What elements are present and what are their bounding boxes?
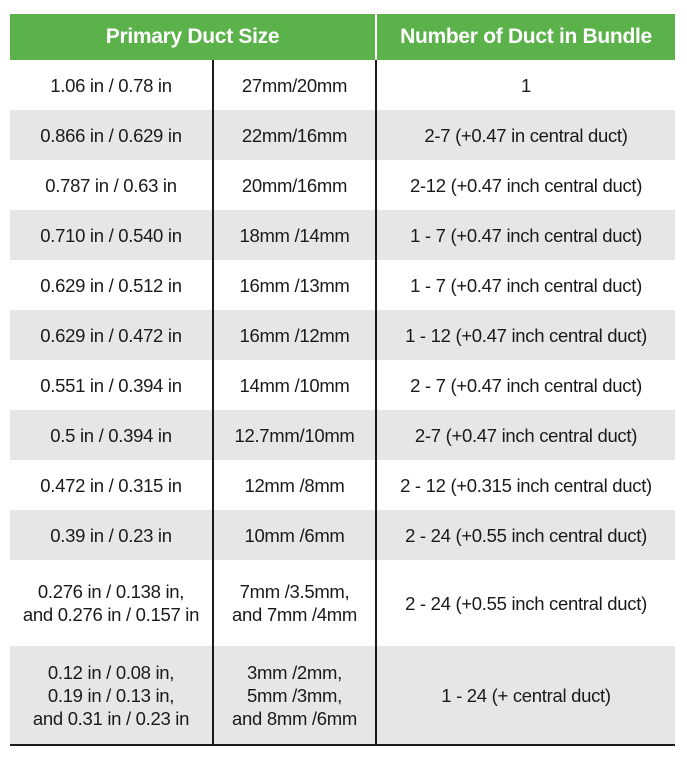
table-row — [10, 410, 675, 460]
cell-inch-size — [10, 510, 213, 560]
cell-mm-size-line: 12mm /8mm — [244, 474, 345, 496]
cell-bundle-count: 1 - 24 (+ central duct) — [376, 646, 675, 745]
cell-inch-size-line: 0.39 in / 0.23 in — [50, 524, 172, 546]
cell-inch-size — [10, 210, 213, 260]
table-row — [10, 460, 675, 510]
cell-inch-size-line: 0.276 in / 0.138 in, — [37, 581, 185, 602]
cell-mm-size — [213, 60, 376, 110]
cell-mm-size-line: 5mm /3mm, — [247, 684, 342, 706]
table-body — [10, 60, 675, 745]
cell-bundle-count: 2 - 24 (+0.55 inch central duct) — [376, 560, 675, 646]
cell-mm-size — [213, 260, 376, 310]
cell-inch-size-line: 0.710 in / 0.540 in — [40, 224, 182, 246]
cell-inch-size — [10, 410, 213, 460]
cell-inch-size-line: 0.12 in / 0.08 in, — [47, 661, 175, 683]
cell-inch-size-line: 0.19 in / 0.13 in, — [47, 684, 175, 706]
cell-inch-size — [10, 160, 213, 210]
cell-mm-size — [213, 410, 376, 460]
cell-inch-size-line: 0.5 in / 0.394 in — [50, 424, 172, 446]
cell-inch-size-line: 0.866 in / 0.629 in — [40, 124, 182, 146]
cell-inch-size-line: 0.472 in / 0.315 in — [40, 474, 182, 496]
cell-bundle-count: 2 - 24 (+0.55 inch central duct) — [376, 510, 675, 560]
cell-bundle-count: 1 - 7 (+0.47 inch central duct) — [376, 210, 675, 260]
cell-mm-size-line: 3mm /2mm, — [247, 661, 342, 683]
cell-mm-size — [213, 460, 376, 510]
cell-inch-size — [10, 110, 213, 160]
table-row — [10, 60, 675, 110]
duct-table — [10, 14, 675, 746]
cell-inch-size-line: and 0.31 in / 0.23 in — [32, 707, 190, 729]
cell-inch-size — [10, 560, 213, 646]
cell-bundle-count: 1 — [376, 60, 675, 110]
table-row — [10, 110, 675, 160]
cell-mm-size-line: 20mm/16mm — [241, 174, 348, 196]
cell-inch-size — [10, 60, 213, 110]
cell-inch-size-line: and 0.276 in / 0.157 in — [22, 604, 200, 625]
cell-mm-size-line: 16mm /12mm — [239, 324, 350, 346]
cell-inch-size-line: 0.551 in / 0.394 in — [40, 374, 182, 396]
header-number-of-duct: Number of Duct in Bundle — [376, 14, 675, 60]
cell-mm-size-line: 18mm /14mm — [239, 224, 350, 246]
cell-inch-size-line: 0.629 in / 0.472 in — [40, 324, 182, 346]
table-row — [10, 310, 675, 360]
cell-mm-size — [213, 160, 376, 210]
cell-bundle-count: 2 - 7 (+0.47 inch central duct) — [376, 360, 675, 410]
cell-inch-size — [10, 310, 213, 360]
cell-mm-size-line: 16mm /13mm — [239, 274, 350, 296]
cell-mm-size-line: 12.7mm/10mm — [234, 424, 355, 446]
cell-bundle-count: 2 - 12 (+0.315 inch central duct) — [376, 460, 675, 510]
cell-mm-size — [213, 310, 376, 360]
cell-bundle-count: 2-7 (+0.47 inch central duct) — [376, 410, 675, 460]
table-row — [10, 510, 675, 560]
cell-mm-size-line: 14mm /10mm — [239, 374, 350, 396]
cell-inch-size — [10, 460, 213, 510]
cell-mm-size — [213, 510, 376, 560]
cell-bundle-count: 1 - 7 (+0.47 inch central duct) — [376, 260, 675, 310]
cell-inch-size-line: 0.629 in / 0.512 in — [40, 274, 182, 296]
table-row — [10, 160, 675, 210]
cell-inch-size — [10, 360, 213, 410]
cell-mm-size — [213, 110, 376, 160]
cell-inch-size-line: 1.06 in / 0.78 in — [50, 74, 172, 96]
cell-mm-size-line: 27mm/20mm — [241, 74, 348, 96]
table-row — [10, 360, 675, 410]
table-row — [10, 210, 675, 260]
table-row — [10, 560, 675, 646]
cell-inch-size — [10, 646, 213, 745]
cell-inch-size — [10, 260, 213, 310]
cell-bundle-count: 1 - 12 (+0.47 inch central duct) — [376, 310, 675, 360]
cell-mm-size — [213, 210, 376, 260]
cell-bundle-count: 2-12 (+0.47 inch central duct) — [376, 160, 675, 210]
cell-mm-size-line: and 7mm /4mm — [232, 604, 357, 625]
table-row — [10, 646, 675, 745]
header-row — [10, 14, 675, 60]
cell-inch-size-line: 0.787 in / 0.63 in — [45, 174, 177, 196]
table-row — [10, 260, 675, 310]
cell-mm-size — [213, 646, 376, 745]
cell-mm-size-line: 7mm /3.5mm, — [239, 581, 350, 602]
header-primary-duct-size: Primary Duct Size — [10, 14, 376, 60]
cell-bundle-count: 2-7 (+0.47 in central duct) — [376, 110, 675, 160]
cell-mm-size — [213, 560, 376, 646]
cell-mm-size — [213, 360, 376, 410]
cell-mm-size-line: 10mm /6mm — [244, 524, 345, 546]
cell-mm-size-line: and 8mm /6mm — [232, 707, 357, 729]
cell-mm-size-line: 22mm/16mm — [241, 124, 348, 146]
duct-size-table — [10, 14, 675, 746]
